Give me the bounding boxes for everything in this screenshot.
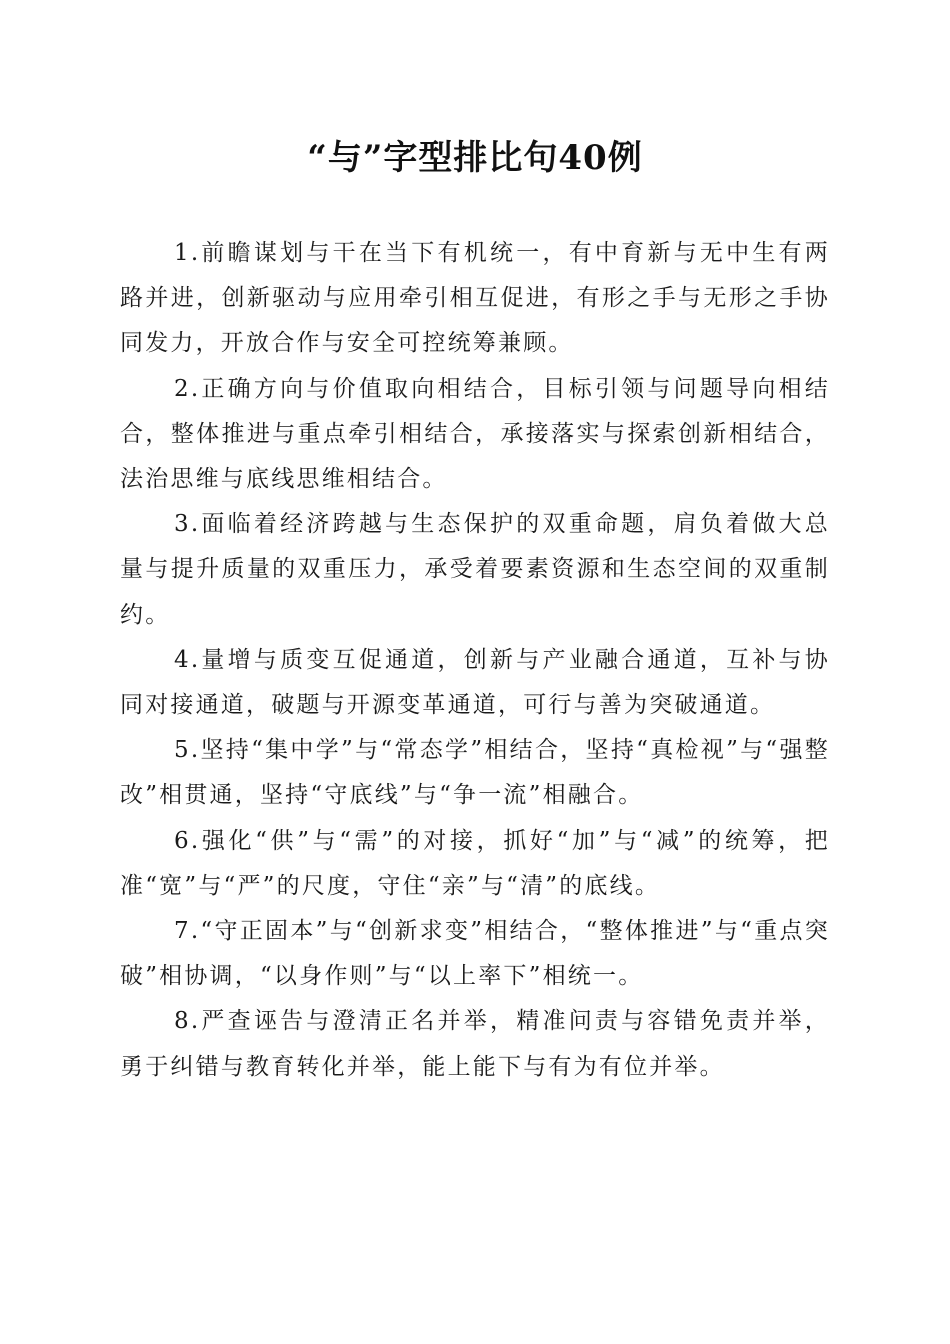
paragraph-3: 3.面临着经济跨越与生态保护的双重命题，肩负着做大总量与提升质量的双重压力，承受着要素资源和生态空间的双重制约。 [120, 511, 830, 628]
paragraph-7: 7.“守正固本”与“创新求变”相结合，“整体推进”与“重点突破”相协调，“以身作则”与“以上率下”相统一。 [120, 918, 830, 990]
paragraph-4: 4.量增与质变互促通道，创新与产业融合通道，互补与协同对接通道，破题与开源变革通道，可行与善为突破通道。 [120, 646, 830, 719]
paragraph-5: 5.坚持“集中学”与“常态学”相结合，坚持“真检视”与“强整改”相贯通，坚持“守底线”与“争一流”相融合。 [120, 737, 830, 809]
document-body [120, 231, 830, 1090]
paragraph-1: 1.前瞻谋划与干在当下有机统一，有中育新与无中生有两路并进，创新驱动与应用牵引相互促进，有形之手与无形之手协同发力，开放合作与安全可控统筹兼顾。 [120, 240, 830, 357]
paragraph-6: 6.强化“供”与“需”的对接，抓好“加”与“减”的统筹，把准“宽”与“严”的尺度，守住“亲”与“清”的底线。 [120, 827, 830, 899]
paragraph-8: 8.严查诬告与澄清正名并举，精准问责与容错免责并举，勇于纠错与教育转化并举，能上能下与有为有位并举。 [120, 1008, 830, 1080]
paragraph-2: 2.正确方向与价值取向相结合，目标引领与问题导向相结合，整体推进与重点牵引相结合，承接落实与探索创新相结合，法治思维与底线思维相结合。 [120, 375, 830, 493]
document-title: “与”字型排比句40例 [307, 138, 643, 178]
